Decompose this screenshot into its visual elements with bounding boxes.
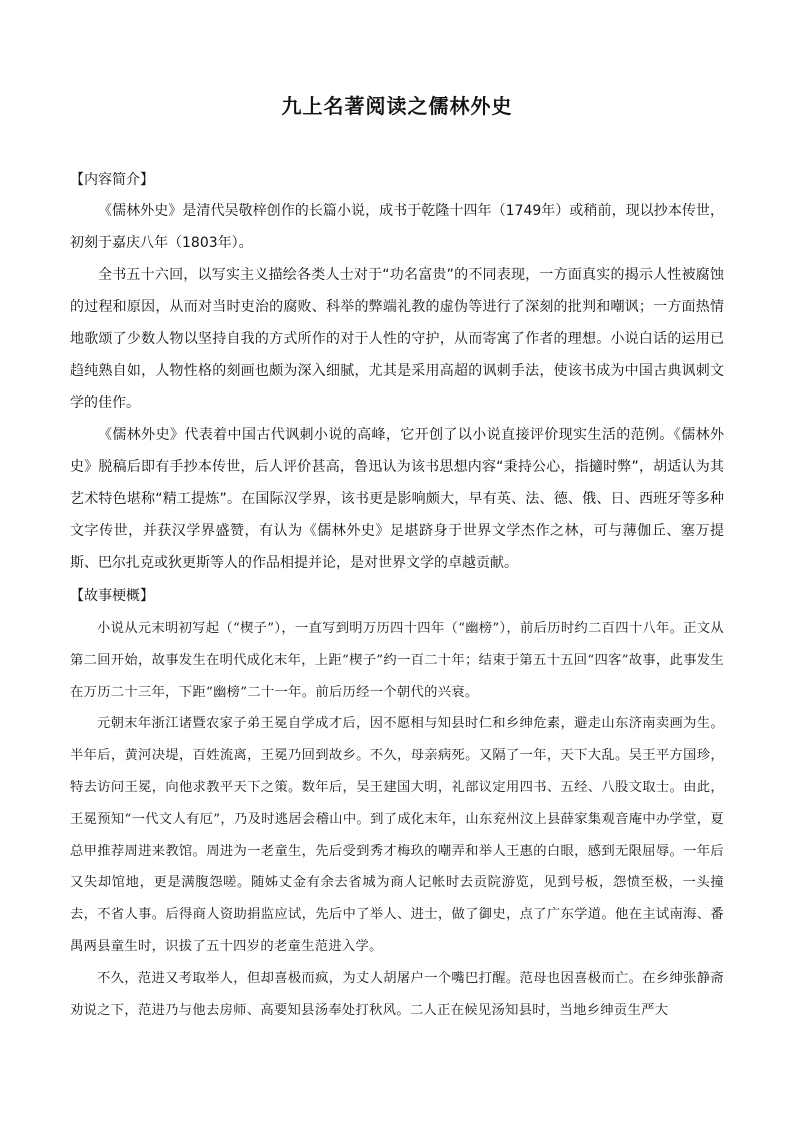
intro-heading: 【内容简介】 (70, 172, 154, 188)
story-paragraph: 不久，范进又考取举人，但却喜极而疯，为丈人胡屠户一个嘴巴打醒。范母也因喜极而亡。在乡绅张静斋劝说之下，范进乃与他去房师、高要知县汤奉处打秋风。二人正在候见汤知县时，当地乡绅贡生严大 (70, 970, 724, 1018)
story-heading: 【故事梗概】 (70, 588, 154, 604)
document-body (70, 165, 724, 1026)
story-paragraph: 元朝末年浙江诸暨农家子弟王冕自学成才后，因不愿相与知县时仁和乡绅危素，避走山东济南卖画为生。半年后，黄河决堤，百姓流离，王冕乃回到故乡。不久，母亲病死。又隔了一年，天下大乱。吴王平方国珍，特去访问王冕，向他求教平天下之策。数年后，吴王建国大明，礼部议定用四书、五经、八股文取士。由此，王冕预知“一代文人有厄”，乃及时逃居会稽山中。到了成化末年，山东兖州汶上县薛家集观音庵中办学堂，夏总甲推荐周进来教馆。周进为一老童生，先后受到秀才梅玖的嘲弄和举人王惠的白眼，感到无限屈辱。一年后又失却馆地，更是满腹怨嗟。随姊丈金有余去省城为商人记帐时去贡院游览，见到号板，怨愤至极，一头撞去，不省人事。后得商人资助捐监应试，先后中了举人、进士，做了御史，点了广东学道。他在主试南海、番禺两县童生时，识拔了五十四岁的老童生范进入学。 (70, 716, 724, 954)
story-section (70, 581, 724, 1026)
story-body (70, 613, 724, 1026)
intro-paragraph: 全书五十六回，以写实主义描绘各类人士对于“功名富贵”的不同表现，一方面真实的揭示人性被腐蚀的过程和原因，从而对当时吏治的腐败、科举的弊端礼教的虚伪等进行了深刻的批判和嘲讽；一方面热情地歌颂了少数人物以坚持自我的方式所作的对于人性的守护，从而寄寓了作者的理想。小说白话的运用已趋纯熟自如，人物性格的刻画也颇为深入细腻，尤其是采用高超的讽刺手法，使该书成为中国古典讽刺文学的佳作。 (70, 267, 724, 411)
page-title: 九上名著阅读之儒林外史 (281, 94, 513, 118)
intro-section (70, 165, 724, 579)
intro-paragraph: 《儒林外史》是清代吴敬梓创作的长篇小说，成书于乾隆十四年（1749年）或稍前，现以抄本传世，初刻于嘉庆八年（1803年）。 (70, 203, 724, 251)
story-paragraph: 小说从元末明初写起（“楔子”），一直写到明万历四十四年（“幽榜”），前后历时约二百四十八年。正文从第二回开始，故事发生在明代成化末年，上距“楔子”约一百二十年；结束于第五十五回“四客”故事，此事发生在万历二十三年，下距“幽榜”二十一年。前后历经一个朝代的兴衰。 (70, 621, 724, 700)
intro-paragraph: 《儒林外史》代表着中国古代讽刺小说的高峰，它开创了以小说直接评价现实生活的范例。《儒林外史》脱稿后即有手抄本传世，后人评价甚高，鲁迅认为该书思想内容“秉持公心，指擿时弊”，胡适认为其艺术特色堪称“精工提炼”。在国际汉学界，该书更是影响颇大，早有英、法、德、俄、日、西班牙等多种文字传世，并获汉学界盛赞，有认为《儒林外史》足堪跻身于世界文学杰作之林，可与薄伽丘、塞万提斯、巴尔扎克或狄更斯等人的作品相提并论，是对世界文学的卓越贡献。 (70, 427, 724, 571)
